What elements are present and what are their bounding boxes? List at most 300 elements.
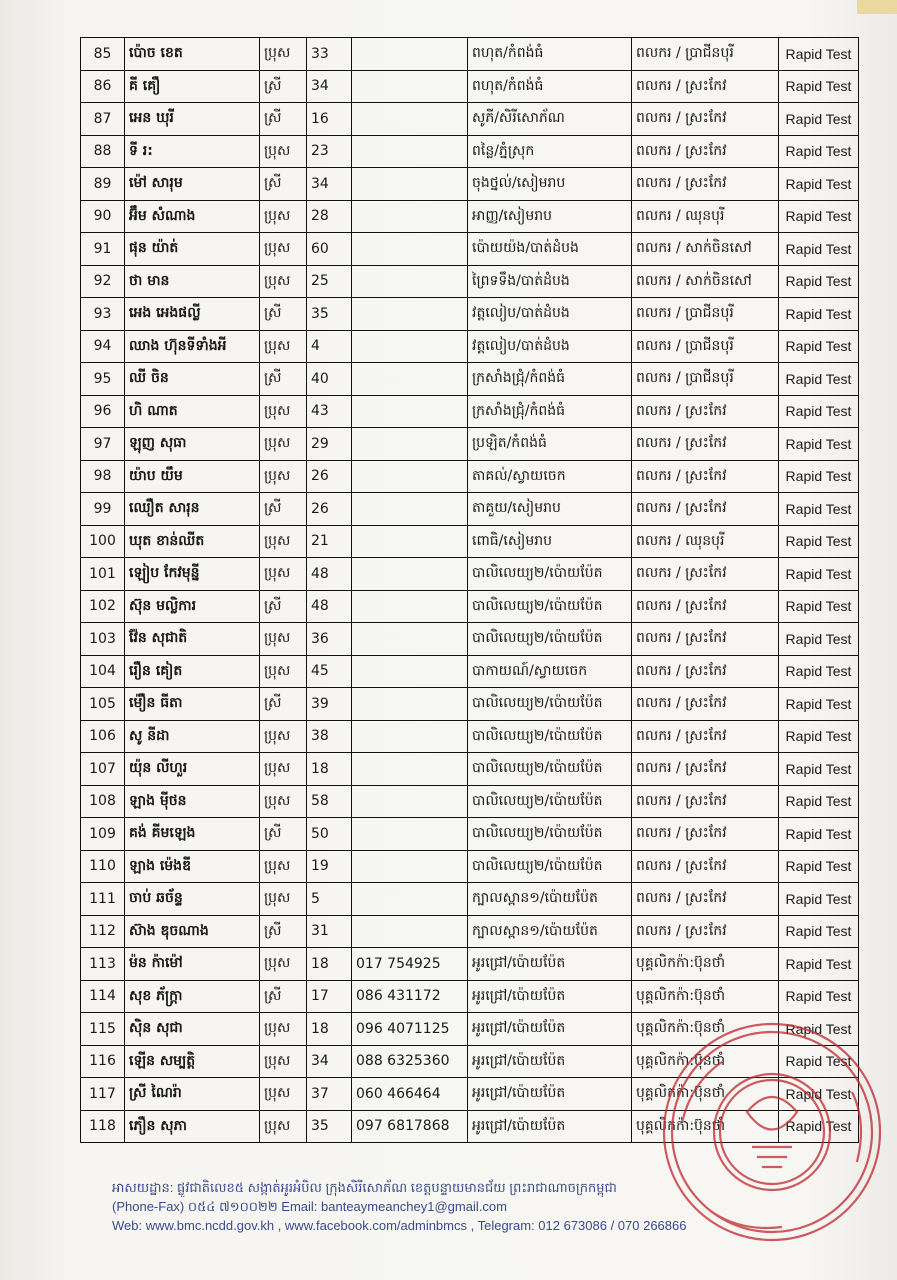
row-number-cell: 98 xyxy=(81,460,125,493)
test-type-cell: Rapid Test xyxy=(779,135,859,168)
table-row xyxy=(81,948,859,981)
table-row xyxy=(81,200,859,233)
table-row xyxy=(81,688,859,721)
sex-cell: ស្រី xyxy=(260,493,307,526)
occupation-origin-cell: ពលករ / ប្រាជីនបុរី xyxy=(632,298,779,331)
test-type-cell: Rapid Test xyxy=(779,395,859,428)
age-cell: 26 xyxy=(307,460,352,493)
age-cell: 34 xyxy=(307,1045,352,1078)
sex-cell: ស្រី xyxy=(260,915,307,948)
phone-number-cell: 097 6817868 xyxy=(352,1110,468,1143)
table-row xyxy=(81,525,859,558)
home-address-cell: បាលិលេយ្យ២/ប៉ោយប៉ែត xyxy=(468,818,632,851)
occupation-origin-cell: ពលករ / ឈុនបុរី xyxy=(632,200,779,233)
row-number-cell: 88 xyxy=(81,135,125,168)
age-cell: 58 xyxy=(307,785,352,818)
age-cell: 37 xyxy=(307,1078,352,1111)
sex-cell: ប្រុស xyxy=(260,1078,307,1111)
sex-cell: ប្រុស xyxy=(260,1045,307,1078)
age-cell: 48 xyxy=(307,558,352,591)
row-number-cell: 85 xyxy=(81,38,125,71)
home-address-cell: អូរជ្រៅ/ប៉ោយប៉ែត xyxy=(468,1078,632,1111)
table-row xyxy=(81,428,859,461)
test-type-cell: Rapid Test xyxy=(779,980,859,1013)
age-cell: 4 xyxy=(307,330,352,363)
person-name-cell: គង់ គីមឡេង xyxy=(125,818,260,851)
phone-number-cell xyxy=(352,623,468,656)
phone-number-cell xyxy=(352,330,468,363)
table-row xyxy=(81,493,859,526)
row-number-cell: 90 xyxy=(81,200,125,233)
row-number-cell: 108 xyxy=(81,785,125,818)
occupation-origin-cell: ពលករ / ប្រាជីនបុរី xyxy=(632,363,779,396)
row-number-cell: 110 xyxy=(81,850,125,883)
age-cell: 18 xyxy=(307,948,352,981)
phone-number-cell xyxy=(352,70,468,103)
occupation-origin-cell: ពលករ / ប្រាជីនបុរី xyxy=(632,330,779,363)
row-number-cell: 86 xyxy=(81,70,125,103)
phone-number-cell xyxy=(352,38,468,71)
phone-number-cell xyxy=(352,168,468,201)
occupation-origin-cell: ពលករ / ឈុនបុរី xyxy=(632,525,779,558)
table-row xyxy=(81,395,859,428)
sex-cell: ស្រី xyxy=(260,363,307,396)
age-cell: 28 xyxy=(307,200,352,233)
home-address-cell: បាលិលេយ្យ២/ប៉ោយប៉ែត xyxy=(468,590,632,623)
occupation-origin-cell: ពលករ / ស្រះកែវ xyxy=(632,753,779,786)
phone-number-cell: 096 4071125 xyxy=(352,1013,468,1046)
sex-cell: ប្រុស xyxy=(260,1110,307,1143)
occupation-origin-cell: បុគ្គលិកក៉ា:ប៊ុនថាំ xyxy=(632,948,779,981)
test-type-cell: Rapid Test xyxy=(779,1045,859,1078)
person-name-cell: ឡាង ម៉េងឌី xyxy=(125,850,260,883)
sex-cell: ប្រុស xyxy=(260,655,307,688)
table-row xyxy=(81,753,859,786)
sex-cell: ប្រុស xyxy=(260,558,307,591)
sex-cell: ប្រុស xyxy=(260,525,307,558)
age-cell: 35 xyxy=(307,298,352,331)
person-name-cell: យ៉ាប យឹម xyxy=(125,460,260,493)
home-address-cell: អូរជ្រៅ/ប៉ោយប៉ែត xyxy=(468,1045,632,1078)
home-address-cell: បាលិលេយ្យ២/ប៉ោយប៉ែត xyxy=(468,785,632,818)
occupation-origin-cell: ពលករ / ស្រះកែវ xyxy=(632,818,779,851)
test-type-cell: Rapid Test xyxy=(779,525,859,558)
test-type-cell: Rapid Test xyxy=(779,915,859,948)
sex-cell: ប្រុស xyxy=(260,395,307,428)
test-type-cell: Rapid Test xyxy=(779,233,859,266)
home-address-cell: ពោធិ/សៀមរាប xyxy=(468,525,632,558)
person-name-cell: ម៉ឿន ធីតា xyxy=(125,688,260,721)
age-cell: 21 xyxy=(307,525,352,558)
occupation-origin-cell: ពលករ / ប្រាជីនបុរី xyxy=(632,38,779,71)
person-name-cell: ហិ ណាត xyxy=(125,395,260,428)
table-row xyxy=(81,103,859,136)
table-row xyxy=(81,330,859,363)
age-cell: 5 xyxy=(307,883,352,916)
table-row xyxy=(81,233,859,266)
phone-number-cell: 086 431172 xyxy=(352,980,468,1013)
test-type-cell: Rapid Test xyxy=(779,1013,859,1046)
person-name-cell: យ៉ុន លីហួរ xyxy=(125,753,260,786)
age-cell: 50 xyxy=(307,818,352,851)
person-name-cell: ឈាង ហ៊ុនទីទាំងអី xyxy=(125,330,260,363)
age-cell: 19 xyxy=(307,850,352,883)
footer-phone-email: (Phone-Fax) ០៥៤ ៧១០០២២ Email: banteaymeanchey1@gmail.com xyxy=(112,1199,507,1214)
test-type-cell: Rapid Test xyxy=(779,850,859,883)
person-name-cell: រឿន គៀត xyxy=(125,655,260,688)
row-number-cell: 106 xyxy=(81,720,125,753)
row-number-cell: 101 xyxy=(81,558,125,591)
footer-address: អាសយដ្ឋាន: ផ្លូវជាតិលេខ៥ សង្កាត់អូរអំបិល ក្រុងសិរីសោភ័ណ ខេត្តបន្ទាយមានជ័យ ព្រះរាជាណាចក្រកម្ពុជា xyxy=(112,1180,617,1195)
table-row xyxy=(81,298,859,331)
person-name-cell: អ៊ឹម សំណាង xyxy=(125,200,260,233)
row-number-cell: 102 xyxy=(81,590,125,623)
table-row xyxy=(81,363,859,396)
row-number-cell: 117 xyxy=(81,1078,125,1111)
age-cell: 18 xyxy=(307,1013,352,1046)
home-address-cell: ក្បាលស្ពាន១/ប៉ោយប៉ែត xyxy=(468,915,632,948)
home-address-cell: សូភី/សិរីសោភ័ណ xyxy=(468,103,632,136)
table-row xyxy=(81,980,859,1013)
person-name-cell: ឈឿត សារុន xyxy=(125,493,260,526)
phone-number-cell xyxy=(352,265,468,298)
age-cell: 17 xyxy=(307,980,352,1013)
sex-cell: ប្រុស xyxy=(260,850,307,883)
row-number-cell: 105 xyxy=(81,688,125,721)
home-address-cell: ក្រសាំងជ្រុំ/កំពង់ធំ xyxy=(468,395,632,428)
phone-number-cell: 060 466464 xyxy=(352,1078,468,1111)
footer-web: Web: www.bmc.ncdd.gov.kh , www.facebook.com/adminbmcs , Telegram: 012 673086 / 070 266866 xyxy=(112,1218,687,1233)
age-cell: 45 xyxy=(307,655,352,688)
age-cell: 36 xyxy=(307,623,352,656)
home-address-cell: បាលិលេយ្យ២/ប៉ោយប៉ែត xyxy=(468,623,632,656)
row-number-cell: 103 xyxy=(81,623,125,656)
home-address-cell: វត្តលៀប/បាត់ដំបង xyxy=(468,330,632,363)
age-cell: 38 xyxy=(307,720,352,753)
test-type-cell: Rapid Test xyxy=(779,590,859,623)
sex-cell: ស្រី xyxy=(260,980,307,1013)
table-row xyxy=(81,883,859,916)
age-cell: 29 xyxy=(307,428,352,461)
row-number-cell: 92 xyxy=(81,265,125,298)
phone-number-cell xyxy=(352,753,468,786)
home-address-cell: ប៉ោយយ៉ង/បាត់ដំបង xyxy=(468,233,632,266)
occupation-origin-cell: ពលករ / ស្រះកែវ xyxy=(632,135,779,168)
sex-cell: ប្រុស xyxy=(260,785,307,818)
age-cell: 18 xyxy=(307,753,352,786)
occupation-origin-cell: ពលករ / ស្រះកែវ xyxy=(632,785,779,818)
home-address-cell: បាលិលេយ្យ២/ប៉ោយប៉ែត xyxy=(468,558,632,591)
occupation-origin-cell: ពលករ / ស្រះកែវ xyxy=(632,395,779,428)
sex-cell: ប្រុស xyxy=(260,753,307,786)
home-address-cell: បាលិលេយ្យ២/ប៉ោយប៉ែត xyxy=(468,720,632,753)
person-name-cell: គី គឿ xyxy=(125,70,260,103)
test-type-cell: Rapid Test xyxy=(779,200,859,233)
test-type-cell: Rapid Test xyxy=(779,688,859,721)
table-row xyxy=(81,70,859,103)
row-number-cell: 104 xyxy=(81,655,125,688)
phone-number-cell xyxy=(352,883,468,916)
table-row xyxy=(81,850,859,883)
home-address-cell: ចុងថ្នល់/សៀមរាប xyxy=(468,168,632,201)
home-address-cell: បាកាយណ៍/ស្វាយចេក xyxy=(468,655,632,688)
phone-number-cell xyxy=(352,655,468,688)
age-cell: 16 xyxy=(307,103,352,136)
occupation-origin-cell: ពលករ / ស្រះកែវ xyxy=(632,103,779,136)
test-type-cell: Rapid Test xyxy=(779,1110,859,1143)
home-address-cell: តាគល់/ស្វាយចេក xyxy=(468,460,632,493)
row-number-cell: 116 xyxy=(81,1045,125,1078)
phone-number-cell xyxy=(352,363,468,396)
person-name-cell: ថា មាន xyxy=(125,265,260,298)
row-number-cell: 99 xyxy=(81,493,125,526)
person-name-cell: ប៉ោច ខេត xyxy=(125,38,260,71)
occupation-origin-cell: ពលករ / ស្រះកែវ xyxy=(632,655,779,688)
age-cell: 26 xyxy=(307,493,352,526)
row-number-cell: 93 xyxy=(81,298,125,331)
sex-cell: ប្រុស xyxy=(260,460,307,493)
occupation-origin-cell: ពលករ / ស្រះកែវ xyxy=(632,460,779,493)
row-number-cell: 95 xyxy=(81,363,125,396)
row-number-cell: 107 xyxy=(81,753,125,786)
occupation-origin-cell: បុគ្គលិកក៉ា:ប៊ុនថាំ xyxy=(632,1110,779,1143)
phone-number-cell xyxy=(352,915,468,948)
occupation-origin-cell: ពលករ / សាក់ចិនសៅ xyxy=(632,233,779,266)
phone-number-cell xyxy=(352,818,468,851)
person-name-cell: សុខ ភ័ក្រ្តា xyxy=(125,980,260,1013)
occupation-origin-cell: ពលករ / ស្រះកែវ xyxy=(632,70,779,103)
occupation-origin-cell: ពលករ / ស្រះកែវ xyxy=(632,883,779,916)
table-row xyxy=(81,623,859,656)
age-cell: 39 xyxy=(307,688,352,721)
person-name-cell: ឃុត ខាន់ឈីត xyxy=(125,525,260,558)
home-address-cell: អូរជ្រៅ/ប៉ោយប៉ែត xyxy=(468,980,632,1013)
occupation-origin-cell: ពលករ / ស្រះកែវ xyxy=(632,915,779,948)
test-type-cell: Rapid Test xyxy=(779,1078,859,1111)
phone-number-cell xyxy=(352,785,468,818)
sex-cell: ប្រុស xyxy=(260,883,307,916)
person-name-cell: ស៊ុន មល្លិការ xyxy=(125,590,260,623)
test-type-cell: Rapid Test xyxy=(779,460,859,493)
home-address-cell: ប្រឡិត/កំពង់ធំ xyxy=(468,428,632,461)
age-cell: 43 xyxy=(307,395,352,428)
sex-cell: ប្រុស xyxy=(260,720,307,753)
person-name-cell: ភឿន សុភា xyxy=(125,1110,260,1143)
phone-number-cell xyxy=(352,850,468,883)
sex-cell: ស្រី xyxy=(260,70,307,103)
sex-cell: ស្រី xyxy=(260,298,307,331)
table-row xyxy=(81,590,859,623)
home-address-cell: ព្រៃទទឹង/បាត់ដំបង xyxy=(468,265,632,298)
person-name-cell: ឡុញ សុធា xyxy=(125,428,260,461)
person-name-cell: ស៊ាង ឌុចណាង xyxy=(125,915,260,948)
sex-cell: ប្រុស xyxy=(260,233,307,266)
occupation-origin-cell: ពលករ / ស្រះកែវ xyxy=(632,850,779,883)
footer-contact-block xyxy=(112,1178,872,1235)
person-name-cell: វ៉ែន សុជាតិ xyxy=(125,623,260,656)
row-number-cell: 91 xyxy=(81,233,125,266)
occupation-origin-cell: ពលករ / ស្រះកែវ xyxy=(632,720,779,753)
home-address-cell: បាលិលេយ្យ២/ប៉ោយប៉ែត xyxy=(468,688,632,721)
person-name-cell: អេង អេងផល្លី xyxy=(125,298,260,331)
roster-body xyxy=(81,38,859,1143)
phone-number-cell xyxy=(352,558,468,591)
row-number-cell: 94 xyxy=(81,330,125,363)
test-type-cell: Rapid Test xyxy=(779,753,859,786)
age-cell: 34 xyxy=(307,168,352,201)
table-row xyxy=(81,460,859,493)
phone-number-cell xyxy=(352,103,468,136)
row-number-cell: 96 xyxy=(81,395,125,428)
test-type-cell: Rapid Test xyxy=(779,363,859,396)
home-address-cell: បាលិលេយ្យ២/ប៉ោយប៉ែត xyxy=(468,753,632,786)
row-number-cell: 112 xyxy=(81,915,125,948)
occupation-origin-cell: ពលករ / ស្រះកែវ xyxy=(632,428,779,461)
person-name-cell: ស៊ិន សុជា xyxy=(125,1013,260,1046)
sex-cell: ស្រី xyxy=(260,103,307,136)
age-cell: 60 xyxy=(307,233,352,266)
home-address-cell: អូរជ្រៅ/ប៉ោយប៉ែត xyxy=(468,1013,632,1046)
occupation-origin-cell: ពលករ / ស្រះកែវ xyxy=(632,590,779,623)
home-address-cell: ក្រសាំងជ្រុំ/កំពង់ធំ xyxy=(468,363,632,396)
row-number-cell: 109 xyxy=(81,818,125,851)
occupation-origin-cell: បុគ្គលិកក៉ា:ប៊ុនថាំ xyxy=(632,1078,779,1111)
sex-cell: ប្រុស xyxy=(260,330,307,363)
phone-number-cell xyxy=(352,525,468,558)
table-row xyxy=(81,38,859,71)
sex-cell: ប្រុស xyxy=(260,265,307,298)
phone-number-cell xyxy=(352,135,468,168)
row-number-cell: 89 xyxy=(81,168,125,201)
table-row xyxy=(81,558,859,591)
person-name-cell: ម៉ន ក៉ាម៉ៅ xyxy=(125,948,260,981)
age-cell: 33 xyxy=(307,38,352,71)
phone-number-cell xyxy=(352,460,468,493)
person-name-cell: ឡៀប កែវមុន្នី xyxy=(125,558,260,591)
test-type-cell: Rapid Test xyxy=(779,428,859,461)
phone-number-cell xyxy=(352,298,468,331)
age-cell: 48 xyxy=(307,590,352,623)
test-type-cell: Rapid Test xyxy=(779,103,859,136)
home-address-cell: អូរជ្រៅ/ប៉ោយប៉ែត xyxy=(468,948,632,981)
phone-number-cell xyxy=(352,590,468,623)
home-address-cell: ក្បាលស្ពាន១/ប៉ោយប៉ែត xyxy=(468,883,632,916)
row-number-cell: 100 xyxy=(81,525,125,558)
phone-number-cell xyxy=(352,428,468,461)
occupation-origin-cell: បុគ្គលិកក៉ា:ប៊ុនថាំ xyxy=(632,980,779,1013)
person-name-cell: ឡើន សម្បត្តិ xyxy=(125,1045,260,1078)
sex-cell: ប្រុស xyxy=(260,428,307,461)
row-number-cell: 87 xyxy=(81,103,125,136)
home-address-cell: អូរជ្រៅ/ប៉ោយប៉ែត xyxy=(468,1110,632,1143)
test-type-cell: Rapid Test xyxy=(779,558,859,591)
test-type-cell: Rapid Test xyxy=(779,623,859,656)
sex-cell: ស្រី xyxy=(260,168,307,201)
phone-number-cell xyxy=(352,720,468,753)
test-type-cell: Rapid Test xyxy=(779,655,859,688)
phone-number-cell: 017 754925 xyxy=(352,948,468,981)
phone-number-cell: 088 6325360 xyxy=(352,1045,468,1078)
row-number-cell: 118 xyxy=(81,1110,125,1143)
age-cell: 40 xyxy=(307,363,352,396)
occupation-origin-cell: ពលករ / ស្រះកែវ xyxy=(632,623,779,656)
sex-cell: ប្រុស xyxy=(260,623,307,656)
age-cell: 31 xyxy=(307,915,352,948)
sex-cell: ប្រុស xyxy=(260,38,307,71)
home-address-cell: ពហុត/កំពង់ធំ xyxy=(468,38,632,71)
table-row xyxy=(81,135,859,168)
row-number-cell: 111 xyxy=(81,883,125,916)
table-row xyxy=(81,915,859,948)
table-row xyxy=(81,655,859,688)
occupation-origin-cell: ពលករ / ស្រះកែវ xyxy=(632,688,779,721)
sex-cell: ប្រុស xyxy=(260,200,307,233)
occupation-origin-cell: បុគ្គលិកក៉ា:ប៊ុនថាំ xyxy=(632,1045,779,1078)
test-type-cell: Rapid Test xyxy=(779,818,859,851)
person-name-cell: ផុន យ៉ាត់ xyxy=(125,233,260,266)
table-row xyxy=(81,720,859,753)
home-address-cell: បាលិលេយ្យ២/ប៉ោយប៉ែត xyxy=(468,850,632,883)
occupation-origin-cell: ពលករ / សាក់ចិនសៅ xyxy=(632,265,779,298)
row-number-cell: 113 xyxy=(81,948,125,981)
table-row xyxy=(81,785,859,818)
row-number-cell: 115 xyxy=(81,1013,125,1046)
sex-cell: ប្រុស xyxy=(260,1013,307,1046)
person-name-cell: សូ នីដា xyxy=(125,720,260,753)
occupation-origin-cell: បុគ្គលិកក៉ា:ប៊ុនថាំ xyxy=(632,1013,779,1046)
test-type-cell: Rapid Test xyxy=(779,168,859,201)
sex-cell: ស្រី xyxy=(260,688,307,721)
test-type-cell: Rapid Test xyxy=(779,493,859,526)
age-cell: 25 xyxy=(307,265,352,298)
age-cell: 34 xyxy=(307,70,352,103)
test-type-cell: Rapid Test xyxy=(779,298,859,331)
table-row xyxy=(81,168,859,201)
sex-cell: ប្រុស xyxy=(260,135,307,168)
person-name-cell: ម៉ៅ សារុម xyxy=(125,168,260,201)
page-fold-shadow xyxy=(857,0,897,14)
phone-number-cell xyxy=(352,493,468,526)
phone-number-cell xyxy=(352,395,468,428)
row-number-cell: 97 xyxy=(81,428,125,461)
sex-cell: ប្រុស xyxy=(260,948,307,981)
test-type-cell: Rapid Test xyxy=(779,720,859,753)
home-address-cell: វត្តលៀប/បាត់ដំបង xyxy=(468,298,632,331)
table-row xyxy=(81,265,859,298)
home-address-cell: អាញ្ញ/សៀមរាប xyxy=(468,200,632,233)
test-type-cell: Rapid Test xyxy=(779,330,859,363)
test-type-cell: Rapid Test xyxy=(779,265,859,298)
test-roster-table xyxy=(80,37,859,1143)
age-cell: 23 xyxy=(307,135,352,168)
phone-number-cell xyxy=(352,200,468,233)
test-type-cell: Rapid Test xyxy=(779,38,859,71)
phone-number-cell xyxy=(352,233,468,266)
occupation-origin-cell: ពលករ / ស្រះកែវ xyxy=(632,168,779,201)
test-type-cell: Rapid Test xyxy=(779,70,859,103)
person-name-cell: ឈី ចិន xyxy=(125,363,260,396)
test-type-cell: Rapid Test xyxy=(779,948,859,981)
home-address-cell: ពហុត/កំពង់ធំ xyxy=(468,70,632,103)
person-name-cell: ស្រី ណៃរ៉ា xyxy=(125,1078,260,1111)
sex-cell: ស្រី xyxy=(260,590,307,623)
sex-cell: ស្រី xyxy=(260,818,307,851)
phone-number-cell xyxy=(352,688,468,721)
row-number-cell: 114 xyxy=(81,980,125,1013)
occupation-origin-cell: ពលករ / ស្រះកែវ xyxy=(632,493,779,526)
home-address-cell: ពន្លៃ/ភ្នំស្រុក xyxy=(468,135,632,168)
occupation-origin-cell: ពលករ / ស្រះកែវ xyxy=(632,558,779,591)
